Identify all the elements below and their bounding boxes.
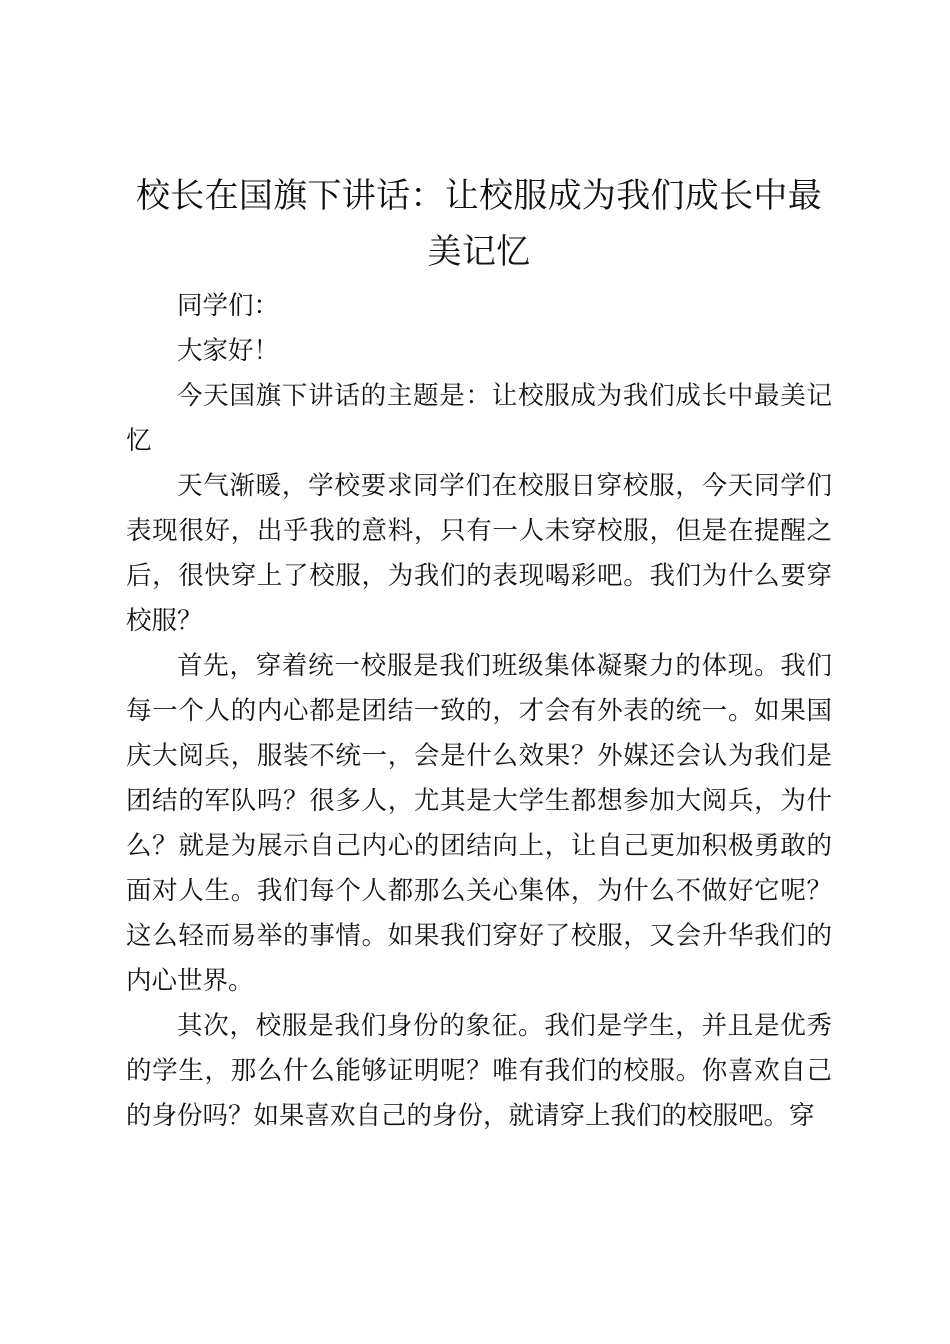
paragraph-first-point: 首先，穿着统一校服是我们班级集体凝聚力的体现。我们每一个人的内心都是团结一致的，才会有外表的统一。如果国庆大阅兵，服装不统一，会是什么效果？外媒还会认为我们是团结的军队吗？很多人，尤其是大学生都想参加大阅兵，为什么？就是为展示自己内心的团结向上，让自己更加积极勇敢的面对人生。我们每个人都那么关心集体，为什么不做好它呢？这么轻而易举的事情。如果我们穿好了校服，又会升华我们的内心世界。 (126, 651, 832, 996)
document-body (126, 168, 832, 1139)
document-title: 校长在国旗下讲话：让校服成为我们成长中最美记忆 (136, 176, 822, 272)
paragraph-greeting: 同学们： (177, 291, 280, 321)
paragraph-topic: 今天国旗下讲话的主题是：让校服成为我们成长中最美记忆 (126, 381, 832, 456)
paragraph-second-point: 其次，校服是我们身份的象征。我们是学生，并且是优秀的学生，那么什么能够证明呢？唯有我们的校服。你喜欢自己的身份吗？如果喜欢自己的身份，就请穿上我们的校服吧。穿 (126, 1011, 832, 1131)
paragraph-weather: 天气渐暖，学校要求同学们在校服日穿校服，今天同学们表现很好，出乎我的意料，只有一人未穿校服，但是在提醒之后，很快穿上了校服，为我们的表现喝彩吧。我们为什么要穿校服？ (126, 471, 832, 636)
paragraph-hello: 大家好！ (177, 336, 280, 366)
